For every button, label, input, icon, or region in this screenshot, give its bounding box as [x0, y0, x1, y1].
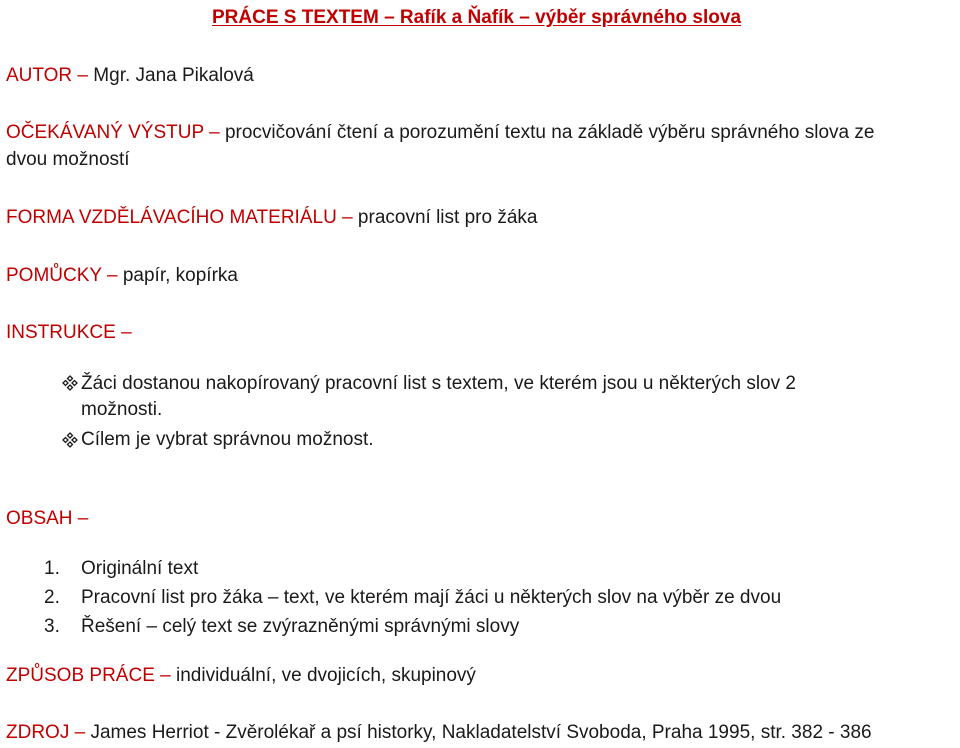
instruction-item-1-continued: možnosti.	[81, 399, 163, 420]
content-item-text: Řešení – celý text se zvýrazněnými správnými slovy	[81, 616, 520, 637]
content-label: OBSAH –	[6, 508, 89, 529]
tools-value: papír, kopírka	[122, 265, 238, 286]
instructions-label: INSTRUKCE –	[6, 322, 132, 343]
method-label: ZPŮSOB PRÁCE –	[6, 665, 171, 686]
tools-label: POMŮCKY –	[6, 265, 118, 286]
author-label: AUTOR –	[6, 65, 89, 86]
instruction-item-1: Žáci dostanou nakopírovaný pracovní list s textem, ve kterém jsou u některých slov 2	[81, 373, 796, 394]
source-value: James Herriot - Zvěrolékař a psí historky, Nakladatelství Svoboda, Praha 1995, str. 382 - 386	[90, 722, 872, 743]
author-line	[6, 64, 254, 88]
instructions-line	[6, 321, 132, 345]
content-item-text: Pracovní list pro žáka – text, ve kterém mají žáci u některých slov na výběr ze dvou	[81, 587, 782, 608]
content-item-number: 2.	[44, 587, 60, 608]
method-line	[6, 664, 476, 688]
outcome-line	[6, 121, 874, 145]
content-line	[6, 507, 88, 531]
form-label: FORMA VZDĚLÁVACÍHO MATERIÁLU –	[6, 207, 353, 228]
content-item-text: Originální text	[81, 558, 199, 579]
content-item-number: 1.	[44, 558, 60, 579]
form-value: pracovní list pro žáka	[357, 207, 538, 228]
form-line	[6, 206, 537, 230]
diamond-bullet-icon	[62, 375, 78, 391]
source-label: ZDROJ –	[6, 722, 86, 743]
outcome-line-continued	[6, 148, 130, 172]
outcome-value-continued: dvou možností	[6, 149, 130, 170]
instruction-item-2: Cílem je vybrat správnou možnost.	[81, 429, 374, 450]
outcome-value: procvičování čtení a porozumění textu na základě výběru správného slova ze	[224, 122, 875, 143]
content-item-number: 3.	[44, 616, 60, 637]
diamond-bullet-icon	[62, 432, 78, 448]
outcome-label: OČEKÁVANÝ VÝSTUP –	[6, 122, 220, 143]
tools-line	[6, 264, 238, 288]
method-value: individuální, ve dvojicích, skupinový	[176, 665, 476, 686]
document-title: PRÁCE S TEXTEM – Rafík a Ňafík – výběr správného slova	[212, 7, 742, 28]
author-value: Mgr. Jana Pikalová	[93, 65, 254, 86]
source-line	[6, 721, 872, 745]
